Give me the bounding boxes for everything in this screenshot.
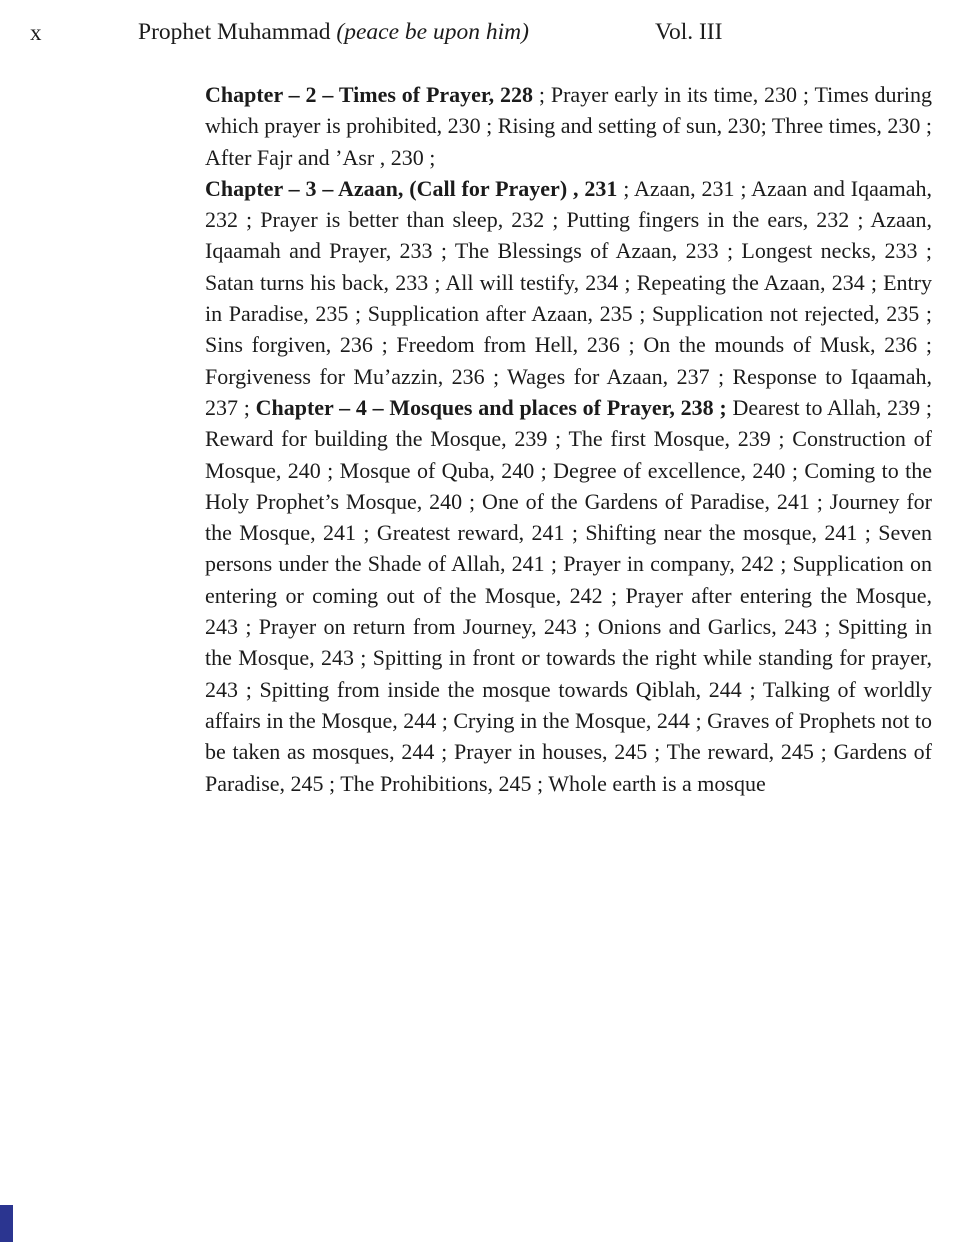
running-title-honorific: (peace be upon him): [336, 19, 529, 45]
chapter-2-heading: Chapter – 2 – Times of Prayer, 228: [205, 82, 534, 107]
running-title: [138, 19, 529, 46]
chapter-3-heading: Chapter – 3 – Azaan, (Call for Prayer) , 231: [205, 175, 618, 201]
chapter-4-heading: Chapter – 4 – Mosques and places of Prayer, 238 ;: [255, 394, 727, 420]
page-number: x: [30, 20, 42, 45]
toc-paragraph: [205, 173, 932, 799]
volume-label: Vol. III: [655, 19, 723, 45]
chapter-3-entries: ; Azaan, 231 ; Azaan and Iqaamah, 232 ; Prayer is better than sleep, 232 ; Putting fingers in the ears, 232 ; Azaan, Iqaamah and Prayer, 233 ; The Blessings of Azaan, 233 ; Longest necks, 233 ; Satan turns his back, 233 ; All will testify, 234 ; Repeating the Azaan, 234 ; Entry in Paradise, 235 ; Supplication after Azaan, 235 ; Supplication not rejected, 235 ; Sins forgiven, 236 ; Freedom from Hell, 236 ; On the mounds of Musk, 236 ; Forgiveness for Mu’azzin, 236 ; Wages for Azaan, 237 ; Response to Iqaamah, 237 ;: [205, 175, 932, 420]
table-of-contents: [205, 79, 932, 799]
running-title-text: Prophet Muhammad: [138, 19, 337, 45]
scan-corner-mark: [0, 1205, 13, 1242]
chapter-4-entries: Dearest to Allah, 239 ; Reward for building the Mosque, 239 ; The first Mosque, 239 ; Construction of Mosque, 240 ; Mosque of Quba, 240 ; Degree of excellence, 240 ; Coming to the Holy Prophet’s Mosque, 240 ; One of the Gardens of Paradise, 241 ; Journey for the Mosque, 241 ; Greatest reward, 241 ; Shifting near the mosque, 241 ; Seven persons under the Shade of Allah, 241 ; Prayer in company, 242 ; Supplication on entering or coming out of the Mosque, 242 ; Prayer after entering the Mosque, 243 ; Prayer on return from Journey, 243 ; Onions and Garlics, 243 ; Spitting in the Mosque, 243 ; Spitting in front or towards the right while standing for prayer, 243 ; Spitting from inside the mosque towards Qiblah, 244 ; Talking of worldly affairs in the Mosque, 244 ; Crying in the Mosque, 244 ; Graves of Prophets not to be taken as mosques, 244 ; Prayer in houses, 245 ; The reward, 245 ; Gardens of Paradise, 245 ; The Prohibitions, 245 ; Whole earth is a mosque: [205, 394, 932, 796]
toc-paragraph: [205, 79, 932, 173]
chapter-2-entries: ; Prayer early in its time, 230 ; Times during which prayer is prohibited, 230 ; Rising and setting of sun, 230; Three times, 230 ; After Fajr and ’Asr , 230 ;: [205, 82, 933, 170]
